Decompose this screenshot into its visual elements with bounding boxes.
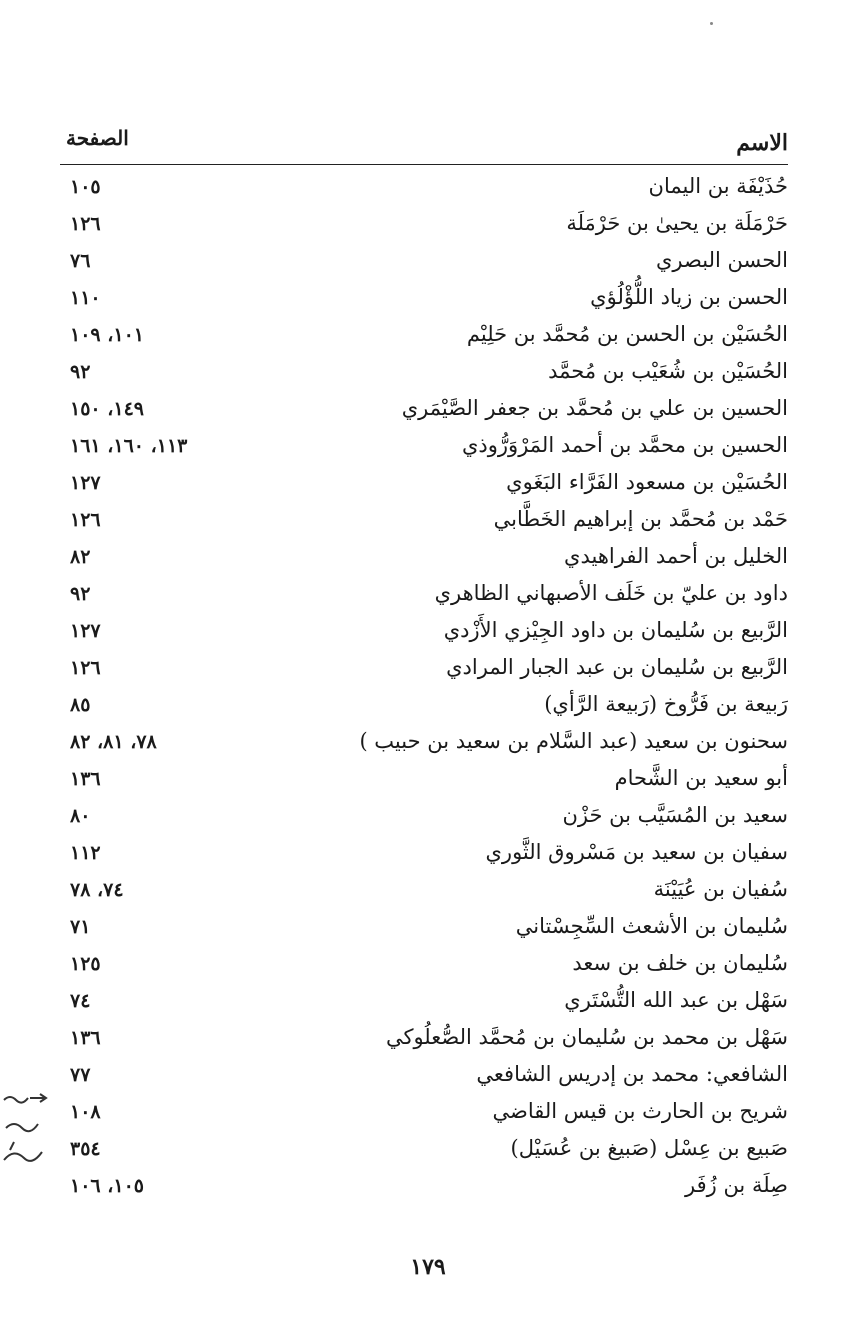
entry-name: داود بن عليّ بن خَلَف الأصبهاني الظاهري <box>434 581 788 605</box>
index-entry <box>60 429 788 466</box>
entry-pages: ٨٢ <box>70 546 91 568</box>
entry-pages: ٧٧ <box>70 1064 91 1086</box>
entry-name: صَبيع بن عِسْل (صَبيغ بن عُسَيْل) <box>510 1136 788 1160</box>
index-entry <box>60 688 788 725</box>
entry-name: سُفيان بن عُيَيْنَة <box>653 877 788 901</box>
entry-name: حَرْمَلَة بن يحيىٰ بن حَرْمَلَة <box>566 211 788 235</box>
index-entry <box>60 984 788 1021</box>
index-entry <box>60 873 788 910</box>
index-entry <box>60 651 788 688</box>
index-entry <box>60 1095 788 1132</box>
entry-pages: ٨٠ <box>70 805 91 827</box>
entry-pages: ٣٥٤ <box>70 1138 101 1160</box>
index-entry <box>60 244 788 281</box>
entry-pages: ١١٢ <box>70 842 101 864</box>
entry-pages: ١٢٦ <box>70 509 101 531</box>
entry-pages: ٩٢ <box>70 583 91 605</box>
name-column-heading: الاسم <box>736 130 788 156</box>
index-entry <box>60 947 788 984</box>
index-entry <box>60 318 788 355</box>
index-entry <box>60 1021 788 1058</box>
entry-pages: ١٢٧ <box>70 472 101 494</box>
entry-name: سفيان بن سعيد بن مَسْروق الثَّوري <box>485 840 788 864</box>
index-entry <box>60 392 788 429</box>
index-entry <box>60 540 788 577</box>
index-entry <box>60 910 788 947</box>
entry-pages: ١٠٥ <box>70 176 101 198</box>
index-entry <box>60 281 788 318</box>
index-entry <box>60 1058 788 1095</box>
entry-name: الحسين بن محمَّد بن أحمد المَرْوَرُّوذي <box>461 433 788 457</box>
index-entry <box>60 170 788 207</box>
entry-name: الحسن بن زياد اللُّؤْلُؤي <box>590 285 788 309</box>
handwritten-margin-note <box>0 1080 60 1180</box>
entry-pages: ١١٣، ١٦٠، ١٦١ <box>70 435 188 457</box>
entry-pages: ٧٤، ٧٨ <box>70 879 124 901</box>
index-entry <box>60 799 788 836</box>
entry-pages: ٧١ <box>70 916 91 938</box>
index-entry <box>60 836 788 873</box>
entry-name: حَمْد بن مُحمَّد بن إبراهيم الخَطَّابي <box>493 507 788 531</box>
index-entry <box>60 1132 788 1169</box>
entry-name: أبو سعيد بن الشَّحام <box>614 766 788 790</box>
paper-speck <box>710 22 713 25</box>
entry-pages: ١٠٥، ١٠٦ <box>70 1175 144 1197</box>
entry-pages: ١١٠ <box>70 287 101 309</box>
entry-name: سحنون بن سعيد (عبد السَّلام بن سعيد بن حبيب ) <box>359 729 788 753</box>
index-entry <box>60 1169 788 1206</box>
index-entry <box>60 725 788 762</box>
entry-pages: ١٢٥ <box>70 953 101 975</box>
index-entry <box>60 503 788 540</box>
entry-pages: ١٠٨ <box>70 1101 101 1123</box>
index-entry <box>60 577 788 614</box>
entry-name: سُليمان بن خلف بن سعد <box>572 951 788 975</box>
entry-pages: ٧٦ <box>70 250 91 272</box>
entry-name: الحسين بن علي بن مُحمَّد بن جعفر الصَّيْمَري <box>401 396 788 420</box>
entry-pages: ٩٢ <box>70 361 91 383</box>
entry-name: سعيد بن المُسَيَّب بن حَزْن <box>562 803 788 827</box>
index-entry <box>60 207 788 244</box>
entry-pages: ١٢٦ <box>70 657 101 679</box>
entry-pages: ١٣٦ <box>70 1027 101 1049</box>
entry-pages: ٧٨، ٨١، ٨٢ <box>70 731 157 753</box>
entry-name: الرَّبيع بن سُليمان بن عبد الجبار المرادي <box>446 655 788 679</box>
entry-name: الحسن البصري <box>656 248 788 272</box>
entry-pages: ٧٤ <box>70 990 91 1012</box>
index-entry <box>60 466 788 503</box>
entry-name: سَهْل بن عبد الله التُّسْتَري <box>564 988 788 1012</box>
page-number: ١٧٩ <box>410 1254 446 1280</box>
index-entry <box>60 614 788 651</box>
entry-name: الحُسَيْن بن شُعَيْب بن مُحمَّد <box>548 359 788 383</box>
entry-pages: ١٠١، ١٠٩ <box>70 324 144 346</box>
entry-name: الشافعي: محمد بن إدريس الشافعي <box>476 1062 788 1086</box>
entry-name: الخليل بن أحمد الفراهيدي <box>564 544 788 568</box>
entry-name: سَهْل بن محمد بن سُليمان بن مُحمَّد الصُّعلُوكي <box>385 1025 788 1049</box>
index-entry <box>60 355 788 392</box>
index-entries <box>60 170 788 1206</box>
entry-name: الحُسَيْن بن مسعود الفَرَّاء البَغَوي <box>506 470 788 494</box>
entry-name: شريح بن الحارث بن قيس القاضي <box>492 1099 788 1123</box>
index-entry <box>60 762 788 799</box>
entry-name: رَبيعة بن فَرُّوخ (رَبيعة الرَّأي) <box>544 692 788 716</box>
entry-name: الحُسَيْن بن الحسن بن مُحمَّد بن حَلِيْم <box>466 322 788 346</box>
entry-pages: ١٢٦ <box>70 213 101 235</box>
entry-name: الرَّبيع بن سُليمان بن داود الجِيْزي الأَزْدي <box>443 618 788 642</box>
entry-pages: ٨٥ <box>70 694 91 716</box>
entry-pages: ١٣٦ <box>70 768 101 790</box>
index-header <box>60 124 788 165</box>
entry-pages: ١٤٩، ١٥٠ <box>70 398 144 420</box>
page-column-heading: الصفحة <box>66 126 129 150</box>
entry-pages: ١٢٧ <box>70 620 101 642</box>
entry-name: صِلَة بن زُفَر <box>685 1173 788 1197</box>
entry-name: سُليمان بن الأشعث السِّجِسْتاني <box>515 914 788 938</box>
entry-name: حُذَيْفَة بن اليمان <box>648 174 788 198</box>
